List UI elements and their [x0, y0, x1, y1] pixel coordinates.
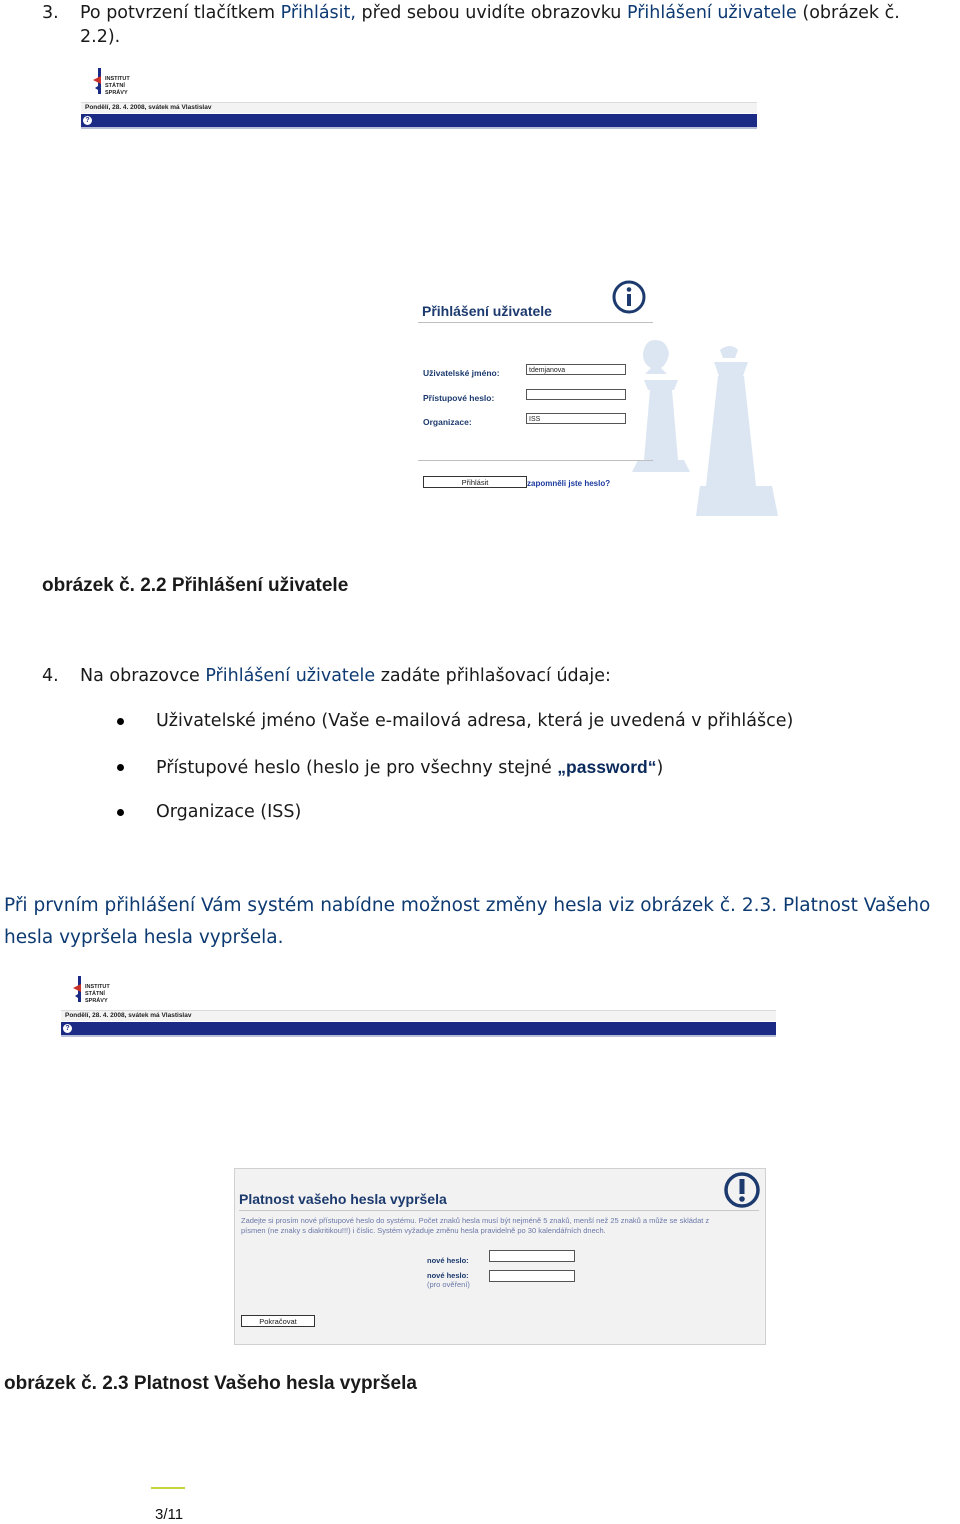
portal-header — [81, 66, 757, 130]
divider — [418, 322, 653, 323]
portal-header — [61, 974, 776, 1038]
new-password-label: nové heslo: — [427, 1256, 469, 1265]
logo-line: SPRÁVY — [85, 998, 108, 1004]
bullet-text: Přístupové heslo (heslo je pro všechny stejné — [156, 758, 558, 778]
bullet — [117, 718, 124, 725]
date-bar: Pondělí, 28. 4. 2008, svátek má Vlastislav — [61, 1010, 776, 1021]
organization-input[interactable]: ISS — [526, 413, 626, 424]
date-bar: Pondělí, 28. 4. 2008, svátek má Vlastislav — [81, 102, 757, 113]
logo-line: STÁTNÍ — [85, 991, 105, 997]
confirm-password-input[interactable] — [489, 1270, 575, 1282]
step-text: 2.2). — [80, 26, 121, 47]
logo-line: STÁTNÍ — [105, 83, 125, 89]
expired-title: Platnost vašeho hesla vypršela — [239, 1191, 447, 1207]
chess-pieces-illustration — [630, 330, 780, 530]
organization-label: Organizace: — [423, 417, 472, 427]
password-label: Přístupové heslo: — [423, 393, 495, 403]
confirm-password-label: nové heslo: — [427, 1271, 469, 1280]
username-input[interactable]: tdemjanova — [526, 364, 626, 375]
username-label: Uživatelské jméno: — [423, 368, 500, 378]
step-4-text — [80, 665, 611, 689]
help-icon[interactable]: ? — [63, 1024, 72, 1033]
figure-caption: obrázek č. 2.2 Přihlášení uživatele — [42, 575, 349, 596]
continue-button[interactable]: Pokračovat — [241, 1315, 315, 1327]
divider — [418, 460, 653, 461]
step-number: 4. — [42, 666, 59, 686]
description-line: Zadejte si prosím nové přístupové heslo do systému. Počet znaků hesla musí být nejméně 5 znaků, menší než 25 znaků a může se skládat z — [241, 1216, 710, 1225]
step-text: Po potvrzení tlačítkem — [80, 3, 281, 23]
divider — [239, 1210, 759, 1211]
bullet-password — [156, 756, 663, 781]
bullet — [117, 764, 124, 771]
figure-caption: obrázek č. 2.3 Platnost Vašeho hesla vypršela — [4, 1373, 417, 1394]
nav-bar — [61, 1022, 776, 1037]
step-text: před sebou uvidíte obrazovku — [355, 3, 627, 23]
login-screen-ref: Přihlášení uživatele — [626, 3, 797, 23]
new-password-input[interactable] — [489, 1250, 575, 1262]
logo-line: INSTITUT — [85, 984, 110, 990]
bullet — [117, 809, 124, 816]
login-panel — [385, 270, 785, 540]
password-input[interactable] — [526, 389, 626, 400]
confirm-hint: (pro ověření) — [427, 1280, 470, 1289]
step-number: 3. — [42, 3, 59, 23]
footer-accent-line — [151, 1487, 185, 1489]
expiry-paragraph: Při prvním přihlášení Vám systém nabídne možnost změny hesla viz obrázek č. 2.3. Platnost Vašeho hesla vypršela hesla vypršela. — [4, 895, 931, 948]
iss-logo — [81, 66, 171, 104]
forgot-password-link[interactable]: zapomněli jste heslo? — [527, 479, 611, 488]
help-icon[interactable]: ? — [83, 116, 92, 125]
iss-logo — [61, 974, 151, 1012]
login-button[interactable]: Přihlásit — [423, 476, 527, 488]
logo-line: INSTITUT — [105, 76, 130, 82]
step-text: Na obrazovce — [80, 666, 206, 686]
info-icon — [612, 280, 646, 314]
login-screen-ref: Přihlášení uživatele — [205, 666, 376, 686]
step-text: (obrázek č. — [796, 3, 900, 23]
login-title: Přihlášení uživatele — [422, 303, 552, 319]
step-text: zadáte přihlašovací údaje: — [375, 666, 611, 686]
nav-bar — [81, 114, 757, 129]
description-line: písmen (ne znaky s diakritikou!!!) i číslic. Systém vyžaduje změnu hesla pravidelně po 30 kalendářních dnech. — [241, 1226, 606, 1235]
bullet-text: ) — [656, 758, 664, 778]
bullet-organization: Organizace (ISS) — [156, 802, 302, 822]
password-value: „password“ — [557, 757, 657, 777]
warning-icon — [723, 1171, 761, 1209]
logo-line: SPRÁVY — [105, 90, 128, 96]
bullet-username: Uživatelské jméno (Vaše e-mailová adresa, která je uvedená v přihlášce) — [156, 711, 794, 731]
step-3-text — [80, 2, 950, 49]
page-number: 3/11 — [155, 1506, 184, 1523]
password-expired-panel — [234, 1168, 766, 1345]
login-button-ref: Přihlásit, — [280, 3, 356, 23]
expired-description — [241, 1216, 761, 1236]
